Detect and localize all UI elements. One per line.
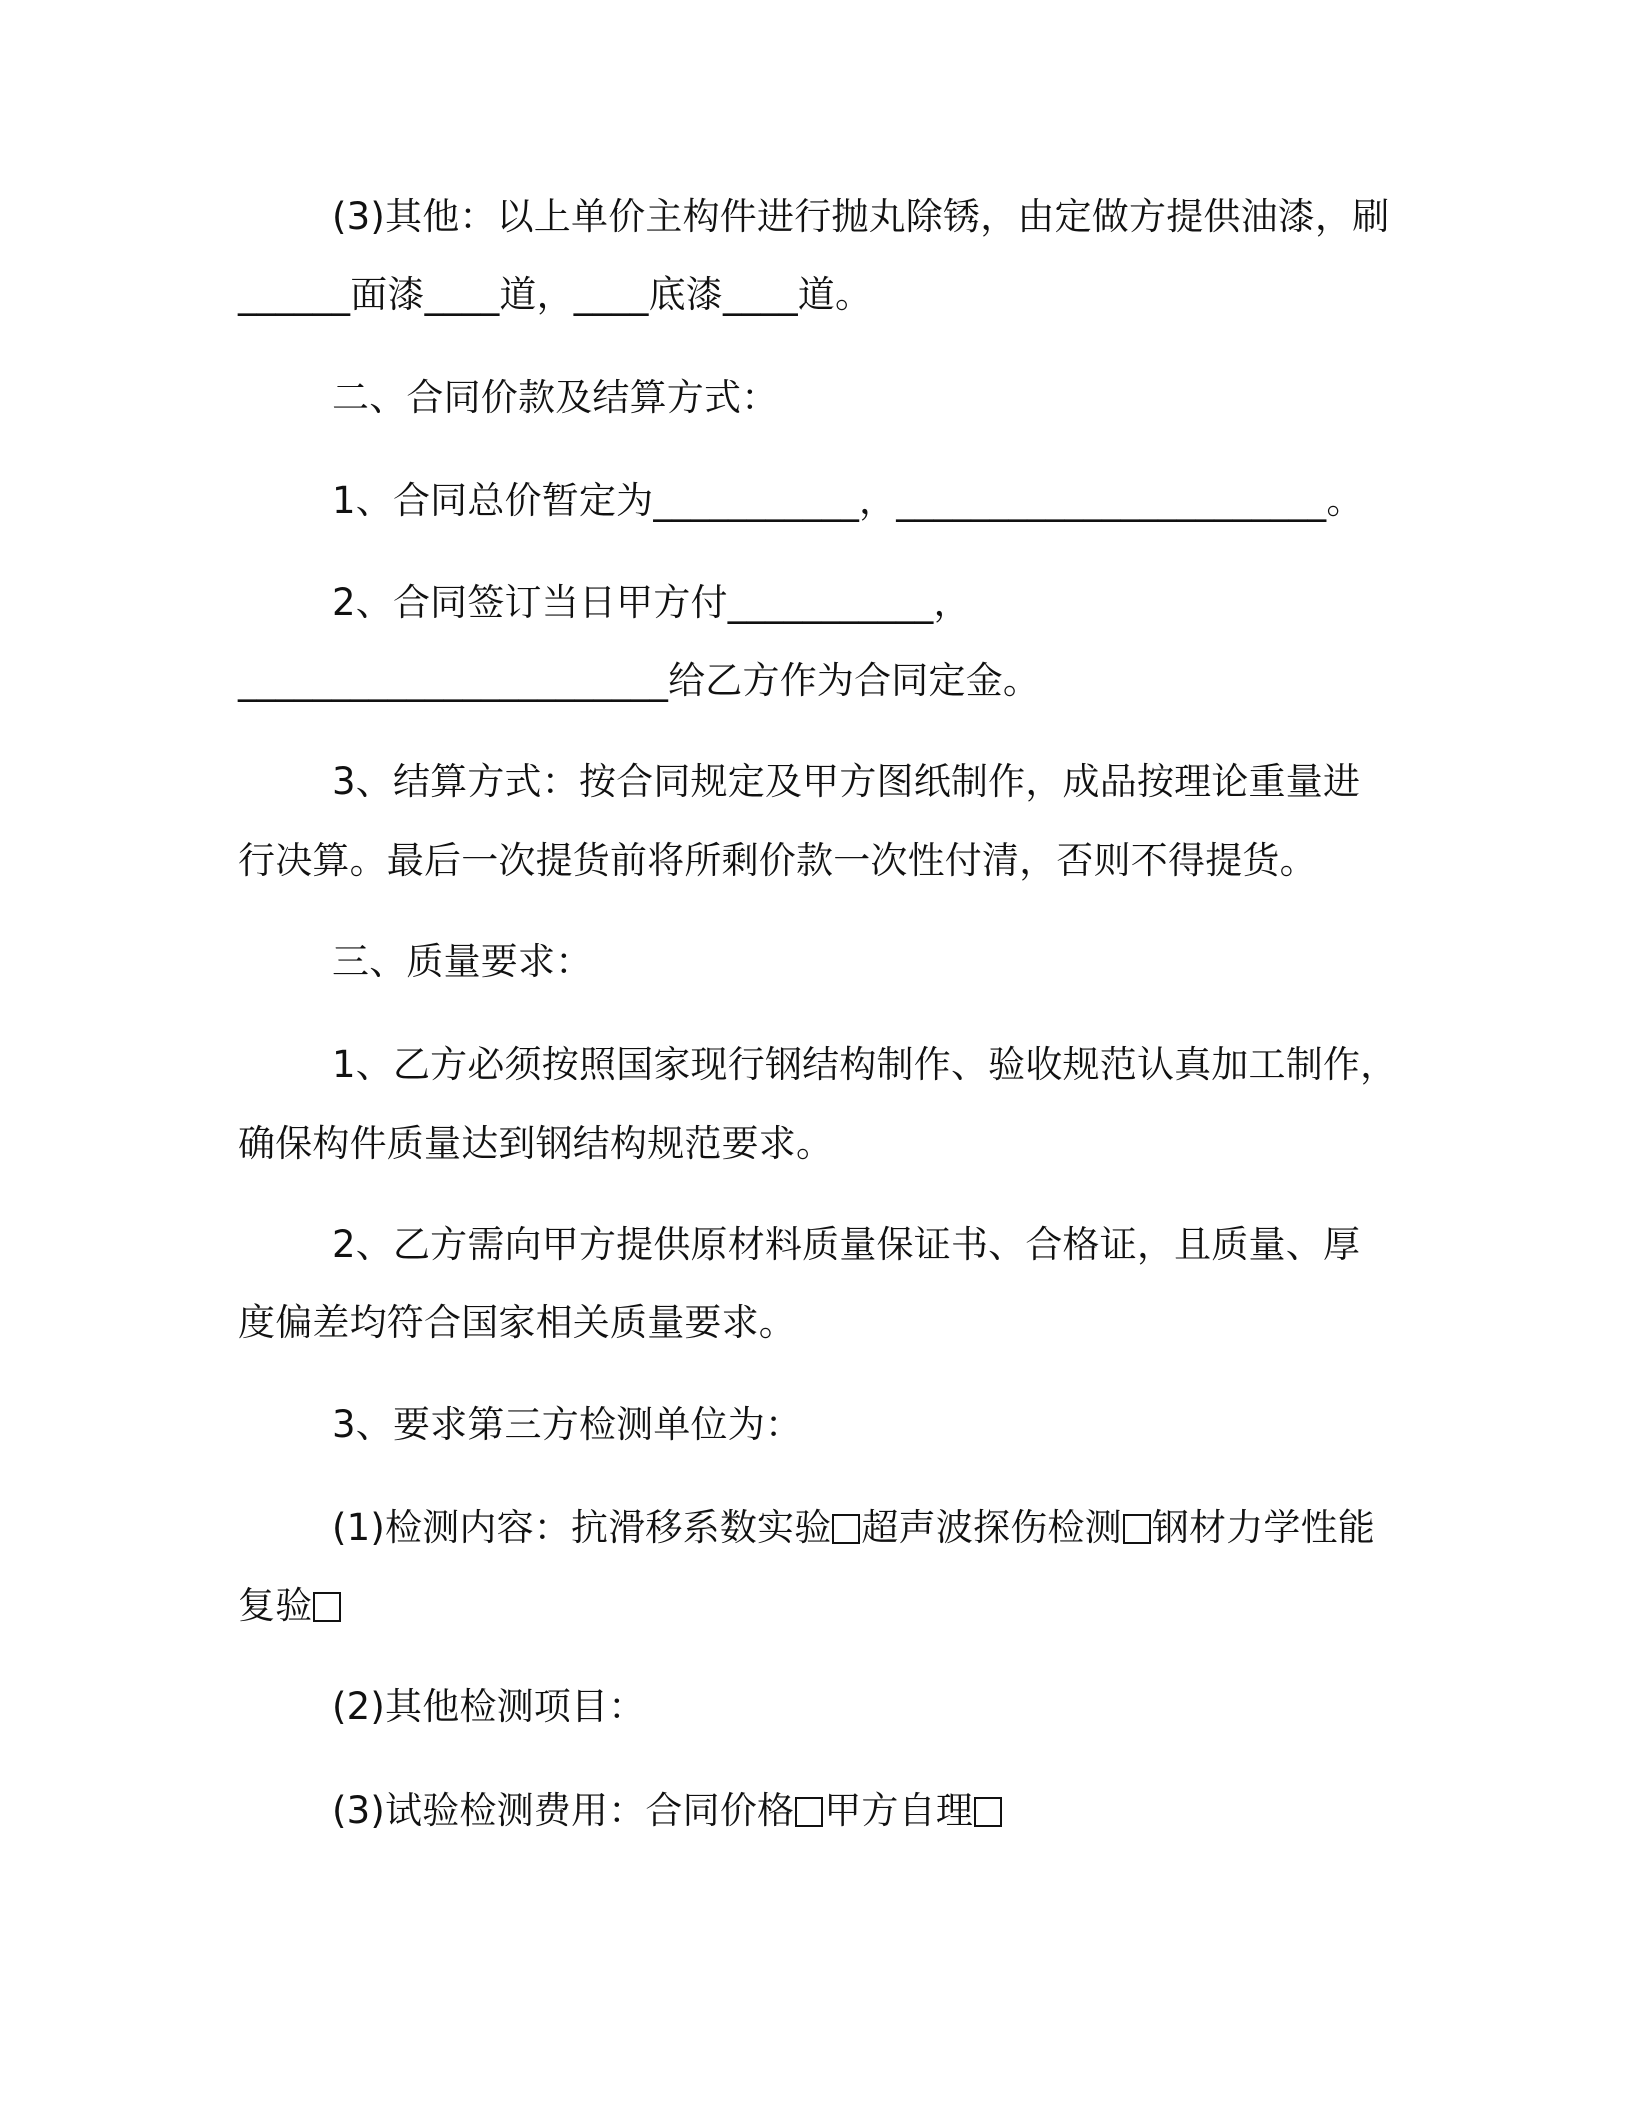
section-heading: 二、合同价款及结算方式： [332,376,779,419]
paragraph-line: 3、结算方式：按合同规定及甲方图纸制作，成品按理论重量进 [332,760,1361,803]
item-contract-price: 合同价格 [645,1789,795,1832]
paragraph-line: 1、乙方必须按照国家现行钢结构制作、验收规范认真加工制作， [332,1043,1398,1086]
checkbox-anti-slip[interactable] [832,1514,860,1544]
item-ultrasonic: 超声波探伤检测 [861,1506,1122,1549]
test-content-label: (1)检测内容： [332,1506,572,1549]
paragraph-line: 2、乙方需向甲方提供原材料质量保证书、合格证，且质量、厚 [332,1223,1361,1266]
test-fee-label: (3)试验检测费用： [332,1789,646,1832]
item-retest: 复验 [238,1584,313,1627]
paragraph-line: 度偏差均符合国家相关质量要求。 [238,1301,796,1344]
paragraph-line: 3、要求第三方检测单位为： [332,1403,803,1446]
item-steel-mechanics: 钢材力学性能 [1151,1506,1376,1549]
paragraph-line: 确保构件质量达到钢结构规范要求。 [238,1122,834,1165]
paragraph-line: (3)其他：以上单价主构件进行抛丸除锈，由定做方提供油漆，刷 [332,195,1390,238]
item-party-a-self: 甲方自理 [824,1789,974,1832]
paragraph-line: (2)其他检测项目： [332,1685,646,1728]
checkbox-contract-price[interactable] [795,1797,823,1827]
section-heading: 三、质量要求： [332,940,593,983]
test-content-line [332,1503,1375,1553]
paragraph-line: 1、合同总价暂定为___________，_______________________。 [332,479,1364,522]
checkbox-party-a-self[interactable] [974,1797,1002,1827]
checkbox-ultrasonic[interactable] [1123,1514,1151,1544]
paragraph-line: 行决算。最后一次提货前将所剩价款一次性付清，否则不得提货。 [238,839,1317,882]
paragraph-line: 2、合同签订当日甲方付___________， [332,581,971,624]
test-content-line-cont [238,1581,342,1631]
paragraph-line: ______面漆____道，____底漆____道。 [238,273,873,316]
item-anti-slip: 抗滑移系数实验 [571,1506,832,1549]
test-fee-line [332,1786,1003,1836]
checkbox-steel-mechanics[interactable] [313,1592,341,1622]
paragraph-line: _______________________给乙方作为合同定金。 [238,659,1041,702]
